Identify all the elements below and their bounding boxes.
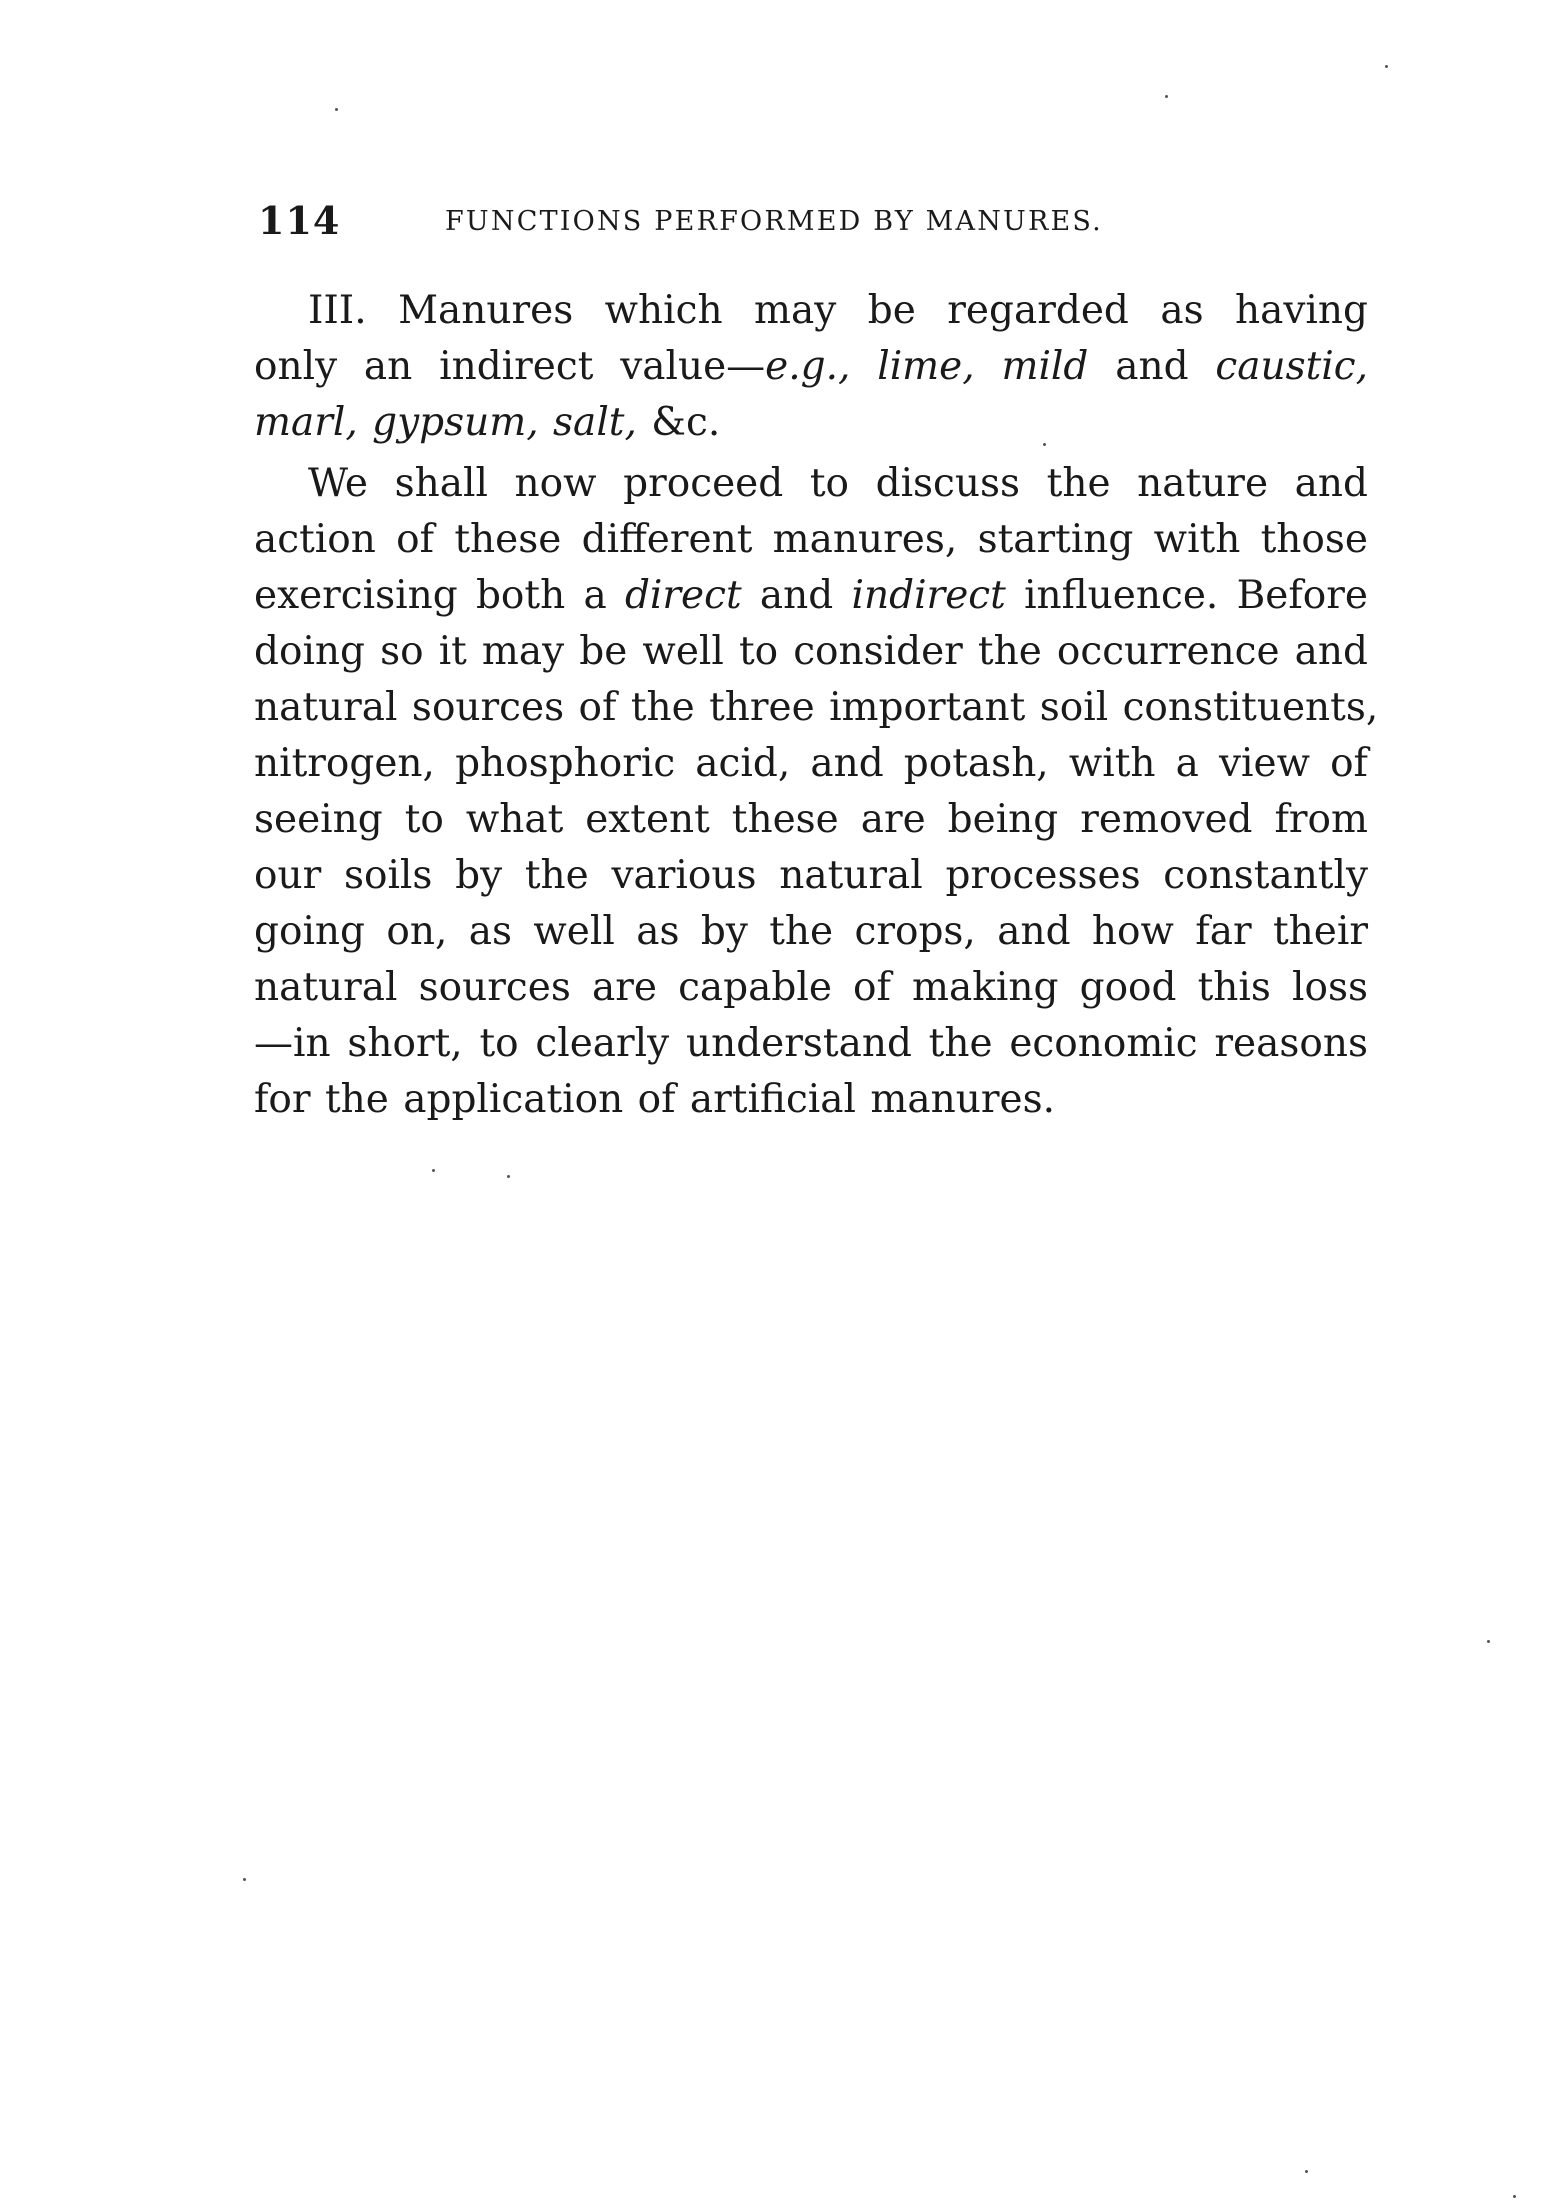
paragraph-manures-indirect [254,283,1368,451]
text-line [254,456,1368,512]
text-line [254,283,1368,339]
body-text [254,283,1379,1133]
text-run: &c. [651,400,721,445]
text-line [254,736,1368,792]
italic-term: e.g., [765,344,851,389]
text-line [254,512,1368,568]
scan-speck [1043,443,1046,446]
text-line [254,395,1368,451]
text-line [254,960,1368,1016]
text-run: doing so it may be well to consider the occurrence and [254,629,1368,674]
scan-speck [1487,1640,1490,1643]
text-run: natural sources of the three important soil constituents, [254,685,1379,730]
text-run: natural sources are capable of making good this loss [254,965,1368,1010]
text-run: seeing to what extent these are being removed from [254,797,1368,842]
text-run: exercising both a [254,573,607,618]
italic-term: lime, [877,344,975,389]
scan-speck [1305,2170,1308,2173]
text-run: nitrogen, phosphoric acid, and potash, with a view of [254,741,1368,786]
scan-speck [243,1878,246,1881]
scan-speck [335,108,338,111]
italic-term: marl, [254,400,358,445]
scan-speck [432,1169,435,1172]
text-run: —in short, to clearly understand the economic reasons [254,1021,1368,1066]
text-line [254,1016,1368,1072]
text-line [254,339,1368,395]
text-run: III. Manures which may be regarded as having [308,288,1368,333]
page-header [258,198,1368,258]
text-line [254,568,1368,624]
scan-speck [1385,65,1388,68]
scan-speck [1513,2195,1516,2198]
text-run: influence. Before [1024,573,1368,618]
text-run: and [759,573,834,618]
scan-speck [507,1175,510,1178]
text-line [254,904,1368,960]
text-run: for the application of artificial manures. [254,1077,1055,1122]
running-head: FUNCTIONS PERFORMED BY MANURES. [445,206,1103,237]
scan-speck [1165,95,1168,98]
text-run: and [1115,344,1189,389]
paragraph-discussion [254,456,1379,1128]
text-run: only an indirect value— [254,344,766,389]
text-line [254,1072,1368,1128]
page-number: 114 [258,198,341,243]
text-line [254,624,1368,680]
text-line [254,792,1368,848]
italic-term: salt, [553,400,637,445]
text-run: action of these different manures, starting with those [254,517,1368,562]
italic-term: direct [624,573,742,618]
italic-term: gypsum, [372,400,539,445]
text-line [254,680,1379,736]
italic-term: mild [1001,344,1089,389]
italic-term: caustic, [1215,344,1368,389]
text-run: our soils by the various natural processes constantly [254,853,1368,898]
text-run: We shall now proceed to discuss the nature and [308,461,1368,506]
text-line [254,848,1368,904]
italic-term: indirect [851,573,1006,618]
text-run: going on, as well as by the crops, and how far their [254,909,1368,954]
